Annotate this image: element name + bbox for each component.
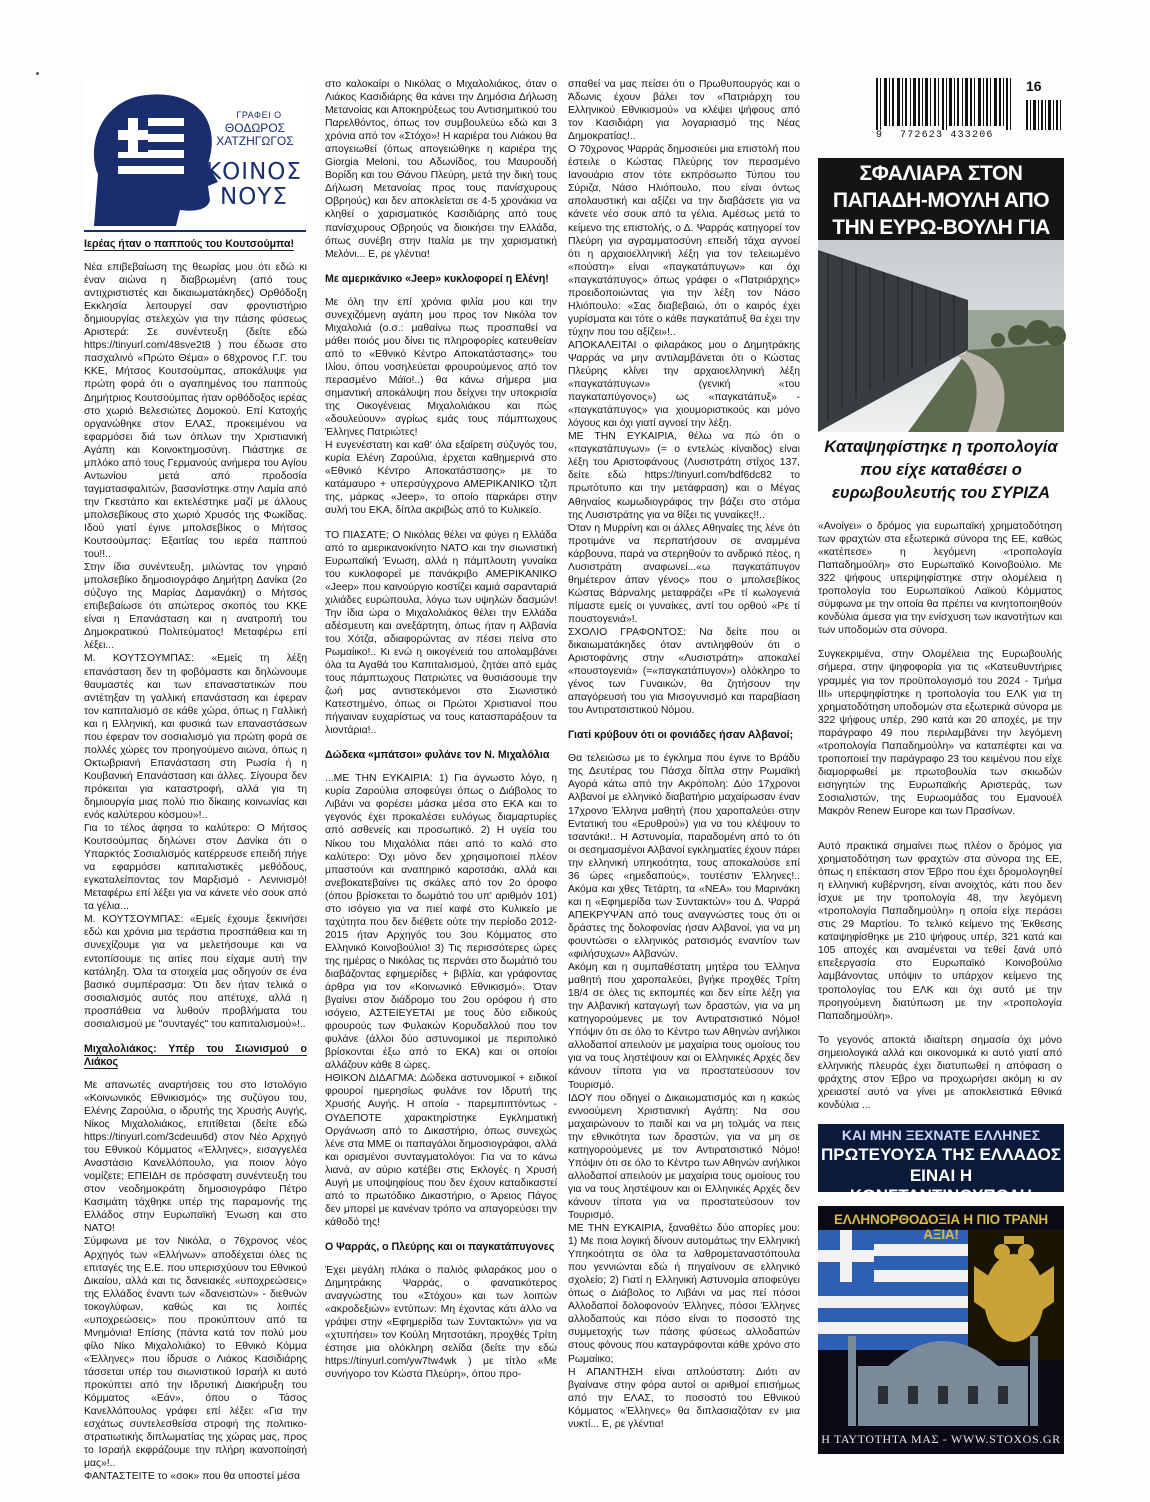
subheading: Με αμερικάνικο «Jeep» κυκλοφορεί η Ελένη! xyxy=(325,272,549,285)
paragraph: Μ. ΚΟΥΤΣΟΥΜΠΑΣ: «Εμείς τη λέξη επανάσταση δεν τη φοβόμαστε και δηλώνουμε θαυμαστές και των επαναστατικών που αντέτηξαν τη γαλλική επανάσταση και έφεραν τον καπιταλισμό σε κάθε χώρα, όπως η Γαλλική και η Ελληνική, και φυσικά των επαναστάσεων που έφεραν τον σοσιαλισμό για πρώτη φορά σε πολλές χώρες τον προηγούμενο αιώνα, όπως η Οκτωβριανή Επανάσταση στη Ρωσία ή η Κουβανική Επανάσταση και άλλες. Σίγουρα δεν πρόκειται για καταστροφή, αλλά για τη δημιουργία μιας πολύ πιο δίκαιης κοινωνίας και ενός καλύτερου κόσμου»!.. xyxy=(84,653,307,822)
column-title-line2: ΝΟΥΣ xyxy=(220,184,288,210)
author-prefix: ΓΡΑΦΕΙ Ο xyxy=(236,110,282,120)
ad-footer: Η ΤΑΥΤΟΤΗΤΑ ΜΑΣ - WWW.STOXOS.GR xyxy=(821,1432,1061,1446)
column-title-line1: ΚΟΙΝΟΣ xyxy=(206,159,302,185)
paragraph: ΦΑΝΤΑΣΤΕΙΤΕ το «σοκ» που θα υποστεί μέσα xyxy=(84,1471,301,1483)
paragraph: ΑΠΟΚΑΛΕΙΤΑΙ ο φιλαράκος μου ο Δημητράκης Ψαρράς να μην αντιλαμβάνεται ότι ο Κώστας Πλεύρης κλίνει την αρχαιοελληνική λέξη «παγκατάπυγων» (γενική «του παγκαταπύγονος») ως «παγκατάπυξ» - «παγκατάπυγος» για χιουμοριστικούς και μόνο λόγους και όχι γιατί αγνοεί την λέξη. xyxy=(568,339,800,430)
subheading xyxy=(84,238,307,251)
flag-and-eagle-icon xyxy=(818,1206,1064,1454)
paragraph: ΤΟ ΠΙΑΣΑΤΕ; Ο Νικόλας θέλει να φύγει η Ελλάδα από το αμερικανοκίνητο ΝΑΤΟ και την σιωνιστική Ευρωπαϊκή Ένωση, αλλά η πάμπλουτη γυναίκα του κυκλοφορεί με πανάκριβο ΑΜΕΡΙΚΑΝΙΚΟ «Jeep» που καινούργιο κοστίζει καμιά σαρανταριά χιλιάδες ευρώπουλα, λόγω των υψηλών δασμών! Την ίδια ώρα ο Μιχαλολιάκος θέλει την Ελλάδα αδέσμευτη και ανεξάρτητη, όπως ήταν η Αλβανία του Χότζα, αδιαφορώντας αν πέσει πείνα στο Ρωμαίικο!.. Κι ενώ η οικογένειά του απολαμβάνει όλα τα Αγαθά του Καπιταλισμού, ζητάει από εμάς τους πάμπτωχους Πατριώτες να θυσιάσουμε την ζωή μας αντιστεκόμενοι στο Σιωνιστικό Κατεστημένο, όπως οι Πρώτοι Χριστιανοί που πήγαιναν ευχαρίστως να τους κατασπαράξουν τα λιοντάρια!.. xyxy=(325,529,557,737)
paragraph: Η ΑΠΑΝΤΗΣΗ είναι απλούστατη: Διότι αν βγαίνανε στην φόρα αυτοί οι αριθμοί επισήμως από την ΕΛΑΣ, το ποσοστό του Εθνικού Κόμματος «Έλληνες» θα διπλασιαζόταν εν μια νυκτί... Ε, ρε γλέντια! xyxy=(568,1366,800,1430)
paragraph: ΜΕ ΤΗΝ ΕΥΚΑΙΡΙΑ, θέλω να πώ ότι ο «παγκατάπυγων» (= ο εντελώς κίναιδος) είναι λέξη του Αριστοφάνους (Λυσιστράτη στίχος 137, δείτε εδώ https://tinyurl.com/bdf6dc82 το πρωτότυπο και την μετάφραση) και ο Μέγας Αθηναίος κωμωδιογράφος την βάζει στο στόμα της Λυσιστράτης για να θίξει τις γυναίκες!!.. xyxy=(568,431,800,521)
paragraph: Για το τέλος άφησα το καλύτερο: Ο Μήτσος Κουτσούμπας δηλώνει στον Δανίκα ότι ο Υπαρκτός Σοσιαλισμός κατέρρευσε επειδή πήγε να εφαρμόσει καπιταλιστικές μεθόδους, εγκαταλείποντας τον Μαρξισμό - Λενινισμό! Μεταφέρω επί λέξει για να κάνετε νέο σουκ από τα γέλια... xyxy=(84,823,307,913)
paragraph: Με απανωτές αναρτήσεις του στο Ιστολόγιο «Κοινωνικός Εθνικισμός» της συζύγου του, Ελένης Ζαρούλια, ο ιδρυτής της Χρυσής Αυγής, Νίκος Μιχαλολιάκος, επιτίθεται (δείτε εδώ https://tinyurl.com/3cdeuu6d) στον Νέο Αρχηγό του Εθνικού Κόμματος «Έλληνες», εισαγγελέα Αναστάσιο Κανελλόπουλο, για ποιον λόγο νομίζετε; ΕΠΕΙΔΗ σε πρόσφατη συνέντευξη του στον νεοδημοκράτη δημοσιογράφο Πέτρο Κασιμάτη τάχθηκε υπέρ της παραμονής της Ελλάδος στην Ευρωπαϊκή Ένωση και στο ΝΑΤΟ! xyxy=(84,1079,307,1235)
subheading: Ο Ψαρράς, ο Πλεύρης και οι παγκατάπυγονες xyxy=(325,1240,555,1253)
border-fence-photo xyxy=(818,240,1064,432)
paragraph: ΙΔΟΥ που οδηγεί ο Δικαιωματισμός και η κακώς εννοούμενη Χριστιανική Αγάπη: Να σου μαχαιρώνουν το παιδί και να μη τολμάς να πεις την εθνικότητα των δραστών, για να μη σε κατηγορούμενες με τον Αντιρατσιστικό Νόμο! Υπόψιν ότι σε όλο το Κέντρο των Αθηνών ανήλικοι αλλοδαποί απειλούν με μαχαίρια τους ομοίους του για να τους ληστέψουν και οι Ελληνικές Αρχές δεν κάνουν τίποτα για να προστατεύσουν τον Τουρισμό. xyxy=(568,1092,800,1221)
paragraph: ΜΕ ΤΗΝ ΕΥΚΑΙΡΙΑ, ξαναθέτω δύο απορίες μου: 1) Με ποια λογική δίνουν αυτομάτως την Ελληνική Υπηκοότητα σε όλα τα λαθρομεταναστόπουλα που γεννιώνται εδώ ή πηγαίνουν σε ελληνικό σχολείο; 2) Γιατί η Ελληνική Αστυνομία αποφεύγει όπως ο Διάβολος το Λιβάνι να μας πεί πόσοι Αλλοδαποί δολοφονούν Έλληνες, πόσοι Έλληνες αλλοδαπούς και πόσο είναι το ποσοστό της συμμετοχής των πάσης φύσεως αλλοδαπών στους φόνους που καταγράφονται κάθε χρόνο στο Ρωμαίικο; xyxy=(568,1223,800,1365)
paragraph: Ακόμη και η συμπαθέστατη μητέρα του Έλληνα μαθητή που χαροπαλεύει, βγήκε προχθές Τρίτη 18/4 σε όλες τις εκπομπές και δεν είπε λέξη για την Αλβανική καταγωγή των δραστών, για να μη κατηγορούμενες με τον Αντιρατσιστικό Νόμο! Υπόψιν ότι σε όλο το Κέντρο των Αθηνών ανήλικοι αλλοδαποί απειλούν με μαχαίρια τους ομοίους του για να τους ληστέψουν και οι Ελληνικές Αρχές δεν κάνουν τίποτα για να προστατεύσουν τον Τουρισμό. xyxy=(568,962,800,1091)
paragraph: Στην ίδια συνέντευξη, μιλώντας τον γηραιό μπολσεβίκο δημοσιογράφο Δημήτρη Δανίκα (2ο σύζυγο της Μαρίας Δαμανάκη) ο Μήτσος επιβεβαίωσε ότι απώτερος σκοπός του ΚΚΕ είναι η Επανάσταση και η ανατροπή του Δημοκρατικού Πολιτεύματος! Μεταφέρω επί λέξει... xyxy=(84,562,307,652)
paragraph: Σύμφωνα με τον Νικόλα, ο 76χρονος νέος Αρχηγός των «Ελλήνων» αποδέχεται όλες τις επιταγές της Ε.Ε. που υπερισχύουν του Εθνικού Δικαίου, αλλά και τις δανειακές «υποχρεώσεις» της Ελλάδος έναντι των «δανειστών» - διεθνών τοκογλύφων, καθώς και τις λοιπές «υποχρεώσεις» που προκύπτουν από τα Μνημόνια! Επίσης (πάντα κατά τον πολύ μου φίλο Νίκο Μιχαλολιάκο) το Εθνικό Κόμμα «Έλληνες» που ίδρυσε ο Λιάκος Κασιδιάρης τάσσεται υπέρ του σιωνιστικού Ισραήλ κι αυτό προκύπτει από την Ιδρυτική Διακήρυξη του Κόμματος «Εάν», όπου ο Τάσος Κανελλόπουλος γράφει επί λέξει: «Για την εσχάτως συντελεσθείσα στροφή της πολιτικο-στρατιωτικής διπλωματίας της χώρας μας, προς το Ισραήλ εκφράζουμε την πλήρη ικανοποίησή μας»!.. xyxy=(84,1236,307,1470)
issue-number: 16 xyxy=(1026,78,1042,94)
paragraph: Η ευγενέστατη και καθ' όλα εξαίρετη σύζυγός του, κυρία Ελένη Ζαρούλια, έρχεται καθημερινά στο «Εθνικό Κέντρο Αποκατάστασης» με το κατάμαυρο + υπερσύγχρονο ΑΜΕΡΙΚΑΝΙΚΟ τζιπ της, μάρκας «Jeep», το οποίο παρκάρει στην αυλή του ΕΚΑ, δίπλα ακριβώς από το Κυλικείο. xyxy=(325,440,557,517)
ad-line3: ΕΙΝΑΙ Η ΚΩΝΣΤΑΝΤΙΝΟΥΠΟΛΗ xyxy=(849,1166,1033,1205)
paragraph: Νέα επιβεβαίωση της θεωρίας μου ότι εδώ κι έναν αιώνα η διαβρωμένη (από τους αντιχριστιστές και δικαιωματάκηδες) Ορθόδοξη Εκκλησία λειτουργεί σαν φροντιστήριο δημιουργίας στελεχών για την πάσης φύσεως Αριστερά: Σε συνέντευξη (δείτε εδώ https://tinyurl.com/48sve2t8 ) που έδωσε στο πασχαλινό «Πρώτο Θέμα» ο 68χρονος Γ.Γ. του ΚΚΕ, Μήτσος Κουτσούμπας, αποκάλυψε για πρώτη φορά ότι ο αγαπημένος του παππούς Δημήτριος Κουτσούμπας ήταν ορθόδοξος ιερέας στο χωριό Βελεσιώτες Δομοκού. Επί Κατοχής οργανώθηκε στον ΕΛΑΣ, προκειμένου να εφαρμόσει διά των όπλων την Χριστιανική Αγάπη και Κοινοκτημοσύνη. Πιάστηκε σε μπλόκο από τους Γερμανούς ανήμερα του Αγίου Αντωνίου μετά από προδοσία ταγματασφαλιτών, βασανίστηκε στην Λαμία από την Γκεστάπο και εκτελέστηκε μαζί με άλλους μπολσεβίκους στο χωριό Χρυσός της Φωκίδας. Ιδού γιατί έγινε μπολσεβίκος ο Μήτσος Κουτσούμπας: Εξαιτίας του ιερέα παππού του!!.. xyxy=(84,262,307,561)
author-name xyxy=(204,122,306,148)
orthodoxy-ad xyxy=(818,1206,1064,1454)
logo-divider xyxy=(84,230,306,232)
paragraph: Θα τελειώσω με το έγκλημα που έγινε το Βράδυ της Δευτέρας του Πάσχα δίπλα στην Ρωμαϊκή Αγορά κάτω από την Ακρόπολη: Δύο 17χρονοι Αλβανοί με ελληνικό διαβατήριο μαχαίρωσαν έναν 17χρονο Έλληνα μαθητή (που χαροπαλεύει στην Εντατική του «Ερυθρού») για να του κλέψουν το τσαντάκι!.. Η Αστυνομία, παραδομένη από το ότι οι σεσημασμένοι Αλβανοί εγκληματίες έχουν πάρει την ελληνική υπηκοότητα, τους αποκαλούσε επί 36 ώρες «ημεδαπούς», τουτέστιν Έλληνες!.. Ακόμα και χθες Τετάρτη, τα «ΝΕΑ» του Μαρινάκη και η «Εφημερίδα των Συντακτών» του Δ. Ψαρρά ΑΠΕΚΡΥΨΑΝ από τους αναγνώστες τους ότι οι δράστες της δολοφονίας ήσαν Αλβανοί, για να μη φουντώσει ο ελληνικός ρατσισμός εναντίον των «φιλήσυχων» Αλβανών. xyxy=(568,753,800,961)
addon-barcode-icon xyxy=(1024,100,1064,130)
paragraph: Το γεγονός αποκτά ιδιαίτερη σημασία όχι μόνο σημειολογικά αλλά και οικονομικά κι αυτό γιατί από ελληνικής πλευράς έχει διατυπωθεί η απόφαση ο φράχτης στον Έβρο να προχωρήσει ακόμη κι αν χρειαστεί αυτό να γίνει με αποκλειστικά Εθνικά κονδύλια ... xyxy=(818,1034,1062,1111)
author-first-name: ΘΟΔΩΡΟΣ xyxy=(224,121,286,135)
headline-banner: ΣΦΑΛΙΑΡΑ ΣΤΟΝ ΠΑΠΑΔΗ-ΜΟΥΛΗ ΑΠΟ ΤΗΝ ΕΥΡΩ-ΒΟΥΛΗ ΓΙΑ xyxy=(818,158,1064,240)
barcode-digits: 772623 433206 xyxy=(900,130,994,141)
paragraph: ΣΧΟΛΙΟ ΓΡΑΦΟΝΤΟΣ: Να δείτε που οι δικαιωματάκηδες όταν αντιληφθούν ότι ο Αριστοφάνης στην «Λυσιστράτη» αποκαλεί «πουστογενιά» (=«παγκατάπυγον») ολόκληρο το γένος των Γυναικών, θα ζητήσουν την απαγόρευσή του για Μισογυνισμό και παραβίαση του Αντιρατσιστικού Νόμου. xyxy=(568,626,800,717)
article-column-3 xyxy=(568,78,800,1430)
paragraph: Μ. ΚΟΥΤΣΟΥΜΠΑΣ: «Εμείς έχουμε ξεκινήσει εδώ και χρόνια μια τεράστια προσπάθεια και τη συνεχίζουμε για να μελετήσουμε και να εντοπίσουμε τις αιτίες που είχαμε αυτή την κατάληξη. Όλα τα στοιχεία μας οδηγούν σε ένα βασικό συμπέρασμα: Ότι δεν ήταν τελικά ο σοσιαλισμός αυτός που απέτυχε, αλλά η προσπάθεια να λυθούν προβλήματα του σοσιαλισμού με "συνταγές" του καπιταλισμού»!.. xyxy=(84,914,307,1030)
paragraph: ...ΜΕ ΤΗΝ ΕΥΚΑΙΡΙΑ: 1) Για άγνωστο λόγο, η κυρία Ζαρούλια αποφεύγει όπως ο Διάβολος το Λιβάνι να φορέσει μάσκα μέσα στο ΕΚΑ και το γεγονός έχει προκαλέσει ευλόγως διαμαρτυρίες από ασθενείς και προσωπικό. 2) Η υγεία του Νίκου του Μιχαλόλια πάει από το καλό στο καλύτερο: Όχι μόνο δεν χρησιμοποιεί πλέον μπαστούνι και αναπηρικό καροτσάκι, αλλά και ανεβοκατεβαίνει τις σκάλες από τον 2ο όροφο (όπου βρίσκεται το δωμάτιό του υπ' αριθμόν 101) στο ισόγειο για να πιεί καφέ στο Κυλικείο με ταχύτητα που δεν διέθετε ούτε την περίοδο 2012-2015 ήταν Αρχηγός του 3ου Κόμματος στο Ελληνικό Κοινοβούλιο! 3) Τις περισσότερες ώρες της ημέρας ο Νικόλας τις περνάει στο δωμάτιό του διαβάζοντας εφημερίδες + βιβλία, και γράφοντας άρθρα για τον «Κοινωνικό Εθνικισμό». Όταν βγαίνει στον διάδρομο του 2ου ορόφου ή στο ισόγειο, ΑΣΤΕΙΕΥΕΤΑΙ με τους δύο ειδικούς φρουρούς των Φυλακών Κορυδαλλού που τον φυλάνε (άλλοι δύο αστυνομικοί με περιπολικό βρίσκονται έξω από το ΕΚΑ) και οι οποίοι αλλάζουν κάθε 8 ώρες. xyxy=(325,773,557,1072)
paragraph: «Ανοίγει» ο δρόμος για ευρωπαϊκή χρηματοδότηση των φραχτών στα εξωτερικά σύνορα της ΕΕ, καθώς «κατέπεσε» η λεγόμενη «τροπολογία Παπαδημούλη» στο Ευρωπαϊκό Κοινοβούλιο. Με 322 ψήφους υπερψηφίστηκε στην ολομέλεια η τροπολογία του Ευρωπαϊκού Λαϊκού Κόμματος σύμφωνα με την οποία θα πρέπει να κινητοποιηθούν κονδύλια άμεσα για την ενίσχυση των ικανοτήτων και των υποδομών στα σύνορα. xyxy=(818,521,1062,637)
ad-line1: ΚΑΙ ΜΗΝ ΞΕΧΝΑΤΕ ΕΛΛΗΝΕΣ xyxy=(841,1127,1041,1143)
subheading-text: Μιχαλολιάκος: Υπέρ του Σιωνισμού ο Λιάκος xyxy=(84,1042,307,1068)
ad-title: ΕΛΛΗΝΟΡΘΟΔΟΞΙΑ Η ΠΙΟ ΤΡΑΝΗ ΑΞΙΑ! xyxy=(834,1212,1048,1242)
author-last-name: ΧΑΤΖΗΓΩΓΟΣ xyxy=(216,134,294,148)
right-article xyxy=(818,520,1062,817)
paragraph: Με όλη την επί χρόνια φιλία μου και την συνεχιζόμενη αγάπη μου προς τον Νικόλα τον Μιχαλολιά (ο.σ.: μαθαίνω πως προσπαθεί να μάθει ποιός μου δίνει τις πληροφορίες κατευθείαν από το «Εθνικό Κέντρο Αποκατάστασης» του Ιλίου, όπου νοσηλεύεται φρουρούμενος από τον περασμένο Μάϊο!..) θα κάνω σήμερα μια σημαντική αποκάλυψη που δείχνει την υποκρισία της Οικογένειας Μιχαλολιάκου και πώς «δουλεύουν» αγρίως εμάς τους πάμπτωχους Έλληνες Πατριώτες! xyxy=(325,296,557,439)
paragraph: Όταν η Μυρρίνη και οι άλλες Αθηναίες της λένε ότι προτιμάνε να περπατήσουν σε αναμμένα κάρβουνα, παρά να στερηθούν το ανδρικό πέος, η Λυσιστράτη αναφωνεί...«ω παγκατάπυγον θημέτερον άπαν γένος» που ο μπολσεβίκος Κώστας Βάρναλης μεταφράζει «Ρε τί κωλογενιά πίμαστε εμείς οι γυναίκες, αντί του ορθού «Ρε τί πουστογενιά»!. xyxy=(568,522,800,625)
paragraph: ΗΘΙΚΟΝ ΔΙΔΑΓΜΑ: Δώδεκα αστυνομικοί + ειδικοί φρουροί ημερησίως φυλάνε τον Ιδρυτή της Χρυσής Αυγής. Η οποία - παρεμπιπτόντως - ΟΥΔΕΠΟΤΕ χαρακτηρίστηκε Εγκληματική Οργάνωση από το Δικαστήριο, όπως συνεχώς λένε στα ΜΜΕ οι παπαγάλοι δημοσιογράφοι, αλλά και ορισμένοι συνταγματολόγοι: Για να το κάνω λιανά, αν αύριο κατέβει στις Εκλογές η Χρυσή Αυγή με υποψηφίους που δεν έχουν καταδικαστεί από το πρωτόδικο Δικαστήριο, ο Άρειος Πάγος δεν μπορεί με κανέναν τρόπο να απαγορεύσει την κάθοδό της! xyxy=(325,1073,557,1228)
paragraph: στο καλοκαίρι ο Νικόλας ο Μιχαλολιάκος, όταν ο Λιάκος Κασιδιάρης θα κάνει την Δημόσια Δήλωση Μετανοίας και Αποκηρύξεως του Αντισημιτικού του Παρελθόντος, όπως τον συμβουλεύω εδώ και 3 χρόνια από τον «Στόχο»! Η καριέρα του Λιάκου θα απογειωθεί (όπως απογειώθηκε η καριέρα της Giorgia Meloni, του Αδωνίδος, του Μαυρουδή Βορίδη και του Θάνου Πλεύρη, μετά την δική τους Δήλωση Μετανοίας προς τους πανίσχυρους Οβρηούς) και δεν αποκλείεται σε 4-5 χρονάκια να κληθεί ο χαρισματικός Κασιδιάρης από τους πανίσχυρους Οβρηούς να διοικήσει την Ελλάδα, όπως συνέβη στην Ιταλία με την χαρισματική Μελόνι... Ε, ρε γλέντια! xyxy=(325,79,557,260)
article-column-1 xyxy=(84,238,307,1483)
column-logo xyxy=(84,78,306,228)
right-article-continued xyxy=(818,840,1062,1111)
subheading: Γιατί κρύβουν ότι οι φονιάδες ήσαν Αλβανοί; xyxy=(568,729,794,742)
article-column-2 xyxy=(325,78,557,1414)
constantinople-ad xyxy=(818,1124,1064,1205)
paragraph: Αυτό πρακτικά σημαίνει πως πλέον ο δρόμος για χρηματοδότηση των φραχτών στα σύνορα της ΕΕ, όπως η επέκταση στον Έβρο που έχει δρομολογηθεί η ελληνική κυβέρνηση, είναι ανοιχτός, κάτι που δεν ίσχυε με την τροπολογία 48, την λεγόμενη «τροπολογία Παπαδημούλη» η οποία είχε περάσει στις 29 Μαρτίου. Το τελικό κείμενο της Έκθεσης καταψηφίσθηκε με 210 ψήφους υπέρ, 321 κατά και 105 αποχές και αναμένεται να τεθεί ξανά υπό επεξεργασία στο Ευρωπαϊκό Κοινοβούλιο λαμβάνοντας υπόψιν το υπάρχον κείμενο της τροπολογίας του ΕΛΚ και όχι αυτό με την προηγούμενη διατύπωση με την «τροπολογία Παπαδημούλη». xyxy=(818,841,1062,1022)
subheading: Δώδεκα «μπάτσοι» φυλάνε τον Ν. Μιχαλόλια xyxy=(325,749,550,762)
subheading xyxy=(84,1043,307,1069)
subheading-text: Ιερέας ήταν ο παππούς του Κουτσούμπα! xyxy=(84,238,294,250)
ad-line2: ΠΡΩΤΕΥΟΥΣΑ ΤΗΣ ΕΛΛΑΔΟΣ xyxy=(820,1145,1062,1164)
subheadline: Καταψηφίστηκε η τροπολογία που είχε καταθέσει ο ευρωβουλευτής του ΣΥΡΙΖΑ xyxy=(824,438,1058,502)
paragraph: σπαθεί να μας πείσει ότι ο Πρωθυπουργός και ο Άδωνις έχουν βάλει τον «Πατριάρχη του Ελληνικού Εθνικισμού» να κλέψει ψήφους από τον Κασιδιάρη για λογαριασμό της Νέας Δημοκρατίας!.. xyxy=(568,79,800,143)
paragraph: Ο 70χρονος Ψαρράς δημοσιεύει μια επιστολή που έστειλε ο Κώστας Πλεύρης τον περασμένο Ιανουάριο στον τότε εκπρόσωπο Τύπου του Σύριζα, Νάσο Ηλιόπουλο, που είναι όντως απολαυστική και αξίζει να την διαβάσετε για να κάνετε νέο σουκ από τα γέλια. Αμέσως μετά το κείμενο της επιστολής, ο Δ. Ψαρράς κατηγορεί τον Πλεύρη για αγραμματοσύνη επειδή τάχα αγνοεί ότι η αρχαιοελληνική λέξη για τον τελειωμένο «πούστη» είναι «παγκατάπυγων» και όχι «παγκατάπυγος» όπως γράφει ο «Πατριάρχης» προειδοποιώντας για την λέξη τον Νάσο Ηλιόπουλο: «Σας διαβεβαιώ, ότι ο καιρός έχει γυρίσματα και τότε ο κάθε παγκατάπυξ θα έχει την τύχην που του αξίζει»!.. xyxy=(568,144,800,338)
paragraph: Έχει μεγάλη πλάκα ο παλιός φιλαράκος μου ο Δημητράκης Ψαρράς, ο φανατικότερος αναγνώστης του «Στόχου» και των λοιπών «ακροδεξιών» εντύπων: Μη έχοντας κάτι άλλο να γράψει στην «Εφημερίδα των Συντακτών» για να «χτυπήσει» τον Κούλη Μητσοτάκη, προχθές Τρίτη έστησε μια ολόκληρη σελίδα (δείτε την εδώ https://tinyurl.com/yw7tw4wk ) με τίτλο «Με συνήγορο τον Κώστα Πλεύρη», όπου προ- xyxy=(325,1264,557,1381)
paragraph: Συγκεκριμένα, στην Ολομέλεια της Ευρωβουλής σήμερα, στην ψηφοφορία για τις «Κατευθυντήριες γραμμές για τον προϋπολογισμό του 2024 - Τμήμα ΙΙΙ» υπερψηφίστηκε η τροπολογία του ΕΛΚ για τη χρηματοδότηση υποδομών στα εξωτερικά σύνορα με 322 ψήφους υπέρ, 290 κατά και 20 αποχές, με την παράγραφο 49 που περιλαμβάνει την λεγόμενη «τροπολογία Παπαδημούλη» να καταπέφτει και να τροποποιεί την παράγραφο 23 του κειμένου που είχε διαμορφωθεί με πρωτοβουλία των σκιωδών εισηγητών της Ευρωπαϊκής Αριστεράς, των Σοσιαλιστών, της Ευρωομάδας του Εμανουέλ Μακρόν Renew Europe και των Πρασίνων. xyxy=(818,649,1062,817)
barcode-left-digit: 9 xyxy=(876,130,883,141)
registration-mark xyxy=(36,72,39,75)
